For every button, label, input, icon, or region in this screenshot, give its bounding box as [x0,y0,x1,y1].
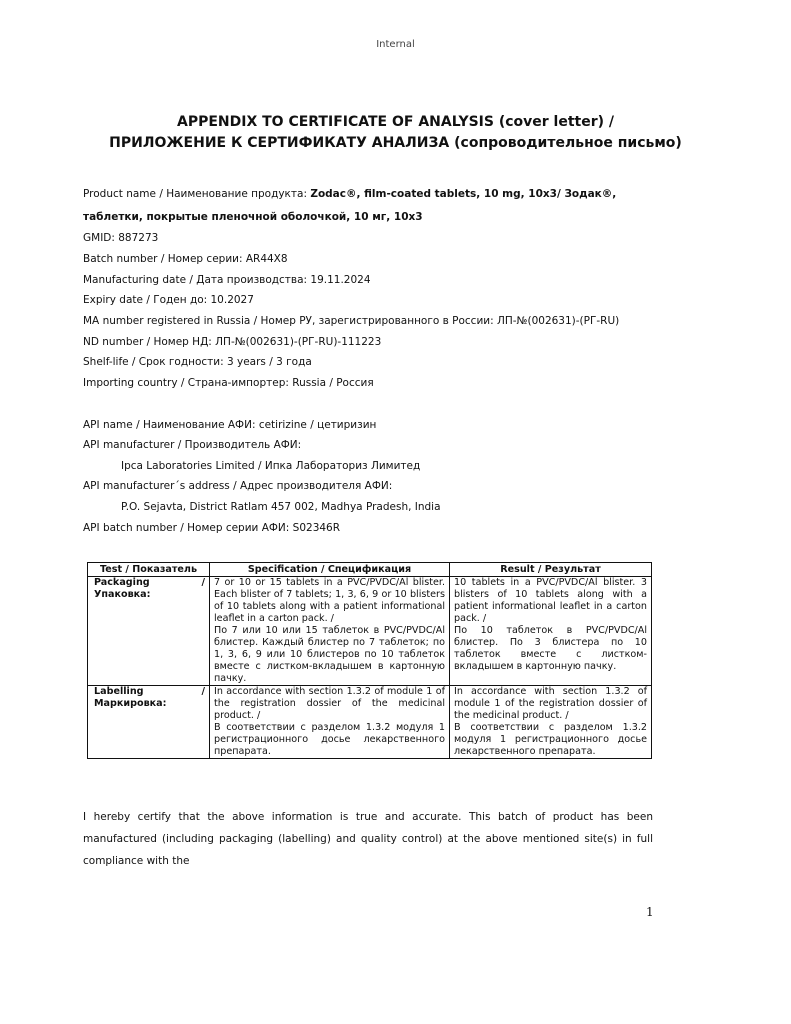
specification-en: 7 or 10 or 15 tablets in a PVC/PVDC/Al blister. Each blister of 7 tablets; 1, 3, 6, 9 or 10 blisters of 10 tablets along with a patient informational leaflet in a carton pack. / [214,577,445,624]
api-name-field: API name / Наименование АФИ: cetirizine / цетиризин [83,419,377,431]
header-specification: Specification / Спецификация [210,563,450,577]
gmid-field: GMID: 887273 [83,232,159,244]
result-ru: В соответствии с разделом 1.3.2 модуля 1 регистрационного досье лекарственного препарата. [454,722,647,757]
specification-ru: По 7 или 10 или 15 таблеток в PVC/PVDC/Al блистер. Каждый блистер по 7 таблеток; по 1, 3, 6, 9 или 10 блистеров по 10 таблеток вместе с листком-вкладышем в картонную пачку. [214,625,445,684]
specification-ru: В соответствии с разделом 1.3.2 модуля 1 регистрационного досье лекарственного препарата. [214,722,445,757]
product-name-value: Zodac®, film-coated tablets, 10 mg, 10x3/ Зодак®, [310,188,617,200]
test-name-ru: Упаковка: [94,589,151,600]
test-name-en: Labelling / [94,686,205,697]
expiry-date-field: Expiry date / Годен до: 10.2027 [83,294,254,306]
title-line-english: APPENDIX TO CERTIFICATE OF ANALYSIS (cover letter) / [176,114,615,130]
product-name-label: Product name / Наименование продукта: [83,188,311,200]
result-cell [450,577,652,686]
document-title [0,112,791,154]
test-name-ru: Маркировка: [94,698,167,709]
shelf-life-field: Shelf-life / Срок годности: 3 years / 3 года [83,356,312,368]
page-number: 1 [646,905,654,919]
table-header-row [88,563,652,577]
ma-number-field: MA number registered in Russia / Номер РУ, зарегистрированного в России: ЛП-№(002631)-(РГ-RU) [83,315,620,327]
test-name-en: Packaging / [94,577,205,588]
batch-number-field: Batch number / Номер серии: AR44X8 [83,253,288,265]
title-line-russian: ПРИЛОЖЕНИЕ К СЕРТИФИКАТУ АНАЛИЗА (сопроводительное письмо) [109,135,682,151]
api-manufacturer-label: API manufacturer / Производитель АФИ: [83,439,302,451]
result-ru: По 10 таблеток в PVC/PVDC/Al блистер. По 3 блистера по 10 таблеток вместе с листком-вкладышем в картонную пачку. [454,625,647,672]
table-row [88,686,652,759]
result-en: 10 tablets in a PVC/PVDC/Al blister. 3 blisters of 10 tablets along with a patient informational leaflet in a carton pack. / [454,577,647,624]
table-row [88,577,652,686]
manufacturing-date-field: Manufacturing date / Дата производства: 19.11.2024 [83,274,371,286]
header-result: Result / Результат [450,563,652,577]
api-address-value: P.O. Sejavta, District Ratlam 457 002, Madhya Pradesh, India [121,501,441,513]
specification-cell [210,577,450,686]
certification-paragraph: I hereby certify that the above information is true and accurate. This batch of product has been manufactured (including packaging (labelling) and quality control) at the above mentioned site(s) in full compliance with the [83,811,653,867]
result-cell [450,686,652,759]
api-manufacturer-value: Ipca Laboratories Limited / Ипка Лабораториз Лимитед [121,460,421,472]
test-results-table [87,562,652,759]
nd-number-field: ND number / Номер НД: ЛП-№(002631)-(РГ-RU)-111223 [83,336,382,348]
api-address-label: API manufacturer´s address / Адрес производителя АФИ: [83,480,393,492]
specification-cell [210,686,450,759]
api-batch-field: API batch number / Номер серии АФИ: S02346R [83,522,341,534]
header-test: Test / Показатель [88,563,210,577]
test-name-cell [88,686,210,759]
product-name-continuation [83,211,423,223]
test-name-cell [88,577,210,686]
importing-country-field: Importing country / Страна-импортер: Russia / Россия [83,377,374,389]
result-en: In accordance with section 1.3.2 of module 1 of the registration dossier of the medicinal product. / [454,686,647,721]
specification-en: In accordance with section 1.3.2 of module 1 of the registration dossier of the medicinal product. / [214,686,445,721]
product-name-value-ru: таблетки, покрытые пленочной оболочкой, 10 мг, 10x3 [83,211,423,223]
document-classification-label: Internal [376,39,415,50]
product-name-line [83,188,616,200]
